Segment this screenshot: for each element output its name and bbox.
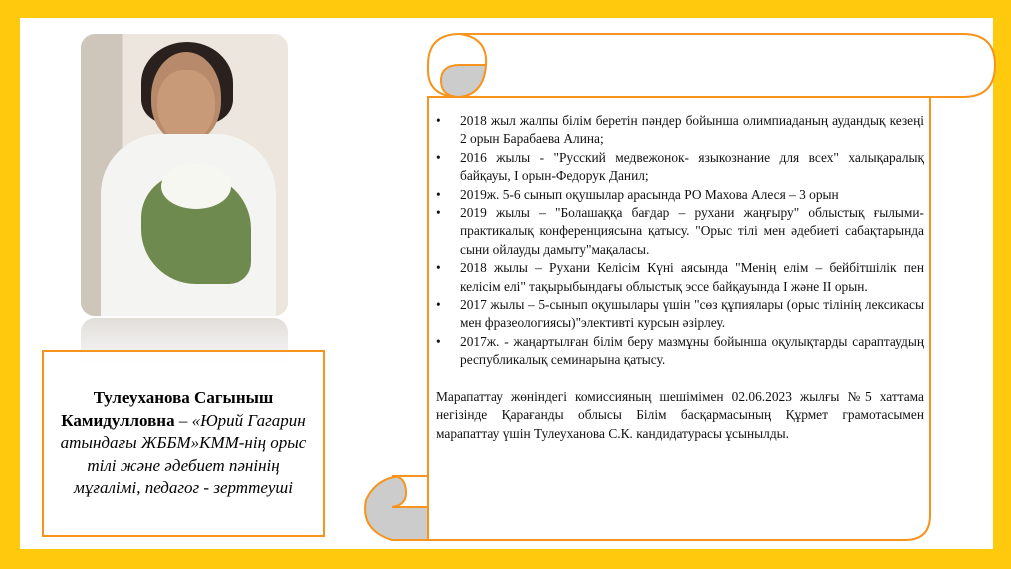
achievement-item — [436, 259, 924, 296]
nomination-text: Марапаттау жөніндегі комиссияның шешімімен 02.06.2023 жылғы №5 хаттама негізінде Қарағанды облысы Білім басқармасының Құрмет грамотасымен марапаттау үшін Тулеуханова С.К. кандидатурасы ұсынылды. — [436, 388, 924, 441]
bottom-curl-icon — [365, 476, 428, 540]
achievement-item — [436, 112, 924, 149]
achievement-text: 2017 жылы – 5-сынып оқушылары үшін "сөз құпиялары (орыс тілінің лексикасы мен фразеологиясы)"элективті курсын әзірлеу. — [460, 297, 924, 331]
achievements-list — [436, 112, 924, 370]
teacher-name: Тулеуханова Сагыныш Камидулловна — [61, 388, 274, 430]
bullet-icon: • — [436, 205, 441, 221]
achievement-item — [436, 149, 924, 186]
achievement-item — [436, 186, 924, 204]
bullet-icon: • — [436, 186, 441, 202]
achievement-text: 2018 жылы – Рухани Келісім Күні аясында "Менің елім – бейбітшілік пен келісім елі" тақырыбындағы облыстық эссе байқауында I және II орын. — [460, 260, 924, 294]
achievement-text: 2019 жылы – "Болашаққа бағдар – рухани жаңғыру" облыстық ғылыми-практикалық конференциясына қатысу. "Орыс тілі мен әдебиеті сабақтарында сыни ойлауды дамыту"мақаласы. — [460, 205, 924, 257]
achievement-text: 2017ж. - жаңартылған білім беру мазмұны бойынша оқулықтарды сараптаудың республикалық семинарына қатысу. — [460, 333, 924, 368]
achievements-text — [436, 112, 924, 443]
bullet-icon: • — [436, 149, 441, 165]
achievement-text: 2019ж. 5-6 сынып оқушылар арасында РО Махова Алеся – 3 орын — [460, 186, 839, 202]
teacher-position: «Юрий Гагарин атындағы ЖББМ»КММ-нің орыс тілі және әдебиет пәнінің мұғалімі, педагог - зерттеуші — [60, 410, 307, 498]
achievement-item — [436, 333, 924, 370]
bullet-icon: • — [436, 113, 441, 128]
achievement-item — [436, 296, 924, 333]
bullet-icon: • — [436, 260, 441, 276]
bullet-icon: • — [436, 297, 441, 313]
dash: – — [174, 410, 192, 430]
bullet-icon: • — [436, 333, 441, 349]
achievement-text: 2018 жыл жалпы білім беретін пәндер бойынша олимпиаданың аудандық кезеңі 2 орын Барабаева Алина; — [460, 113, 924, 147]
achievement-item — [436, 204, 924, 259]
achievement-text: 2016 жылы - "Русский медвежонок- языкознание для всех" халықаралық байқауы, I орын-Федорук Данил; — [460, 149, 924, 184]
